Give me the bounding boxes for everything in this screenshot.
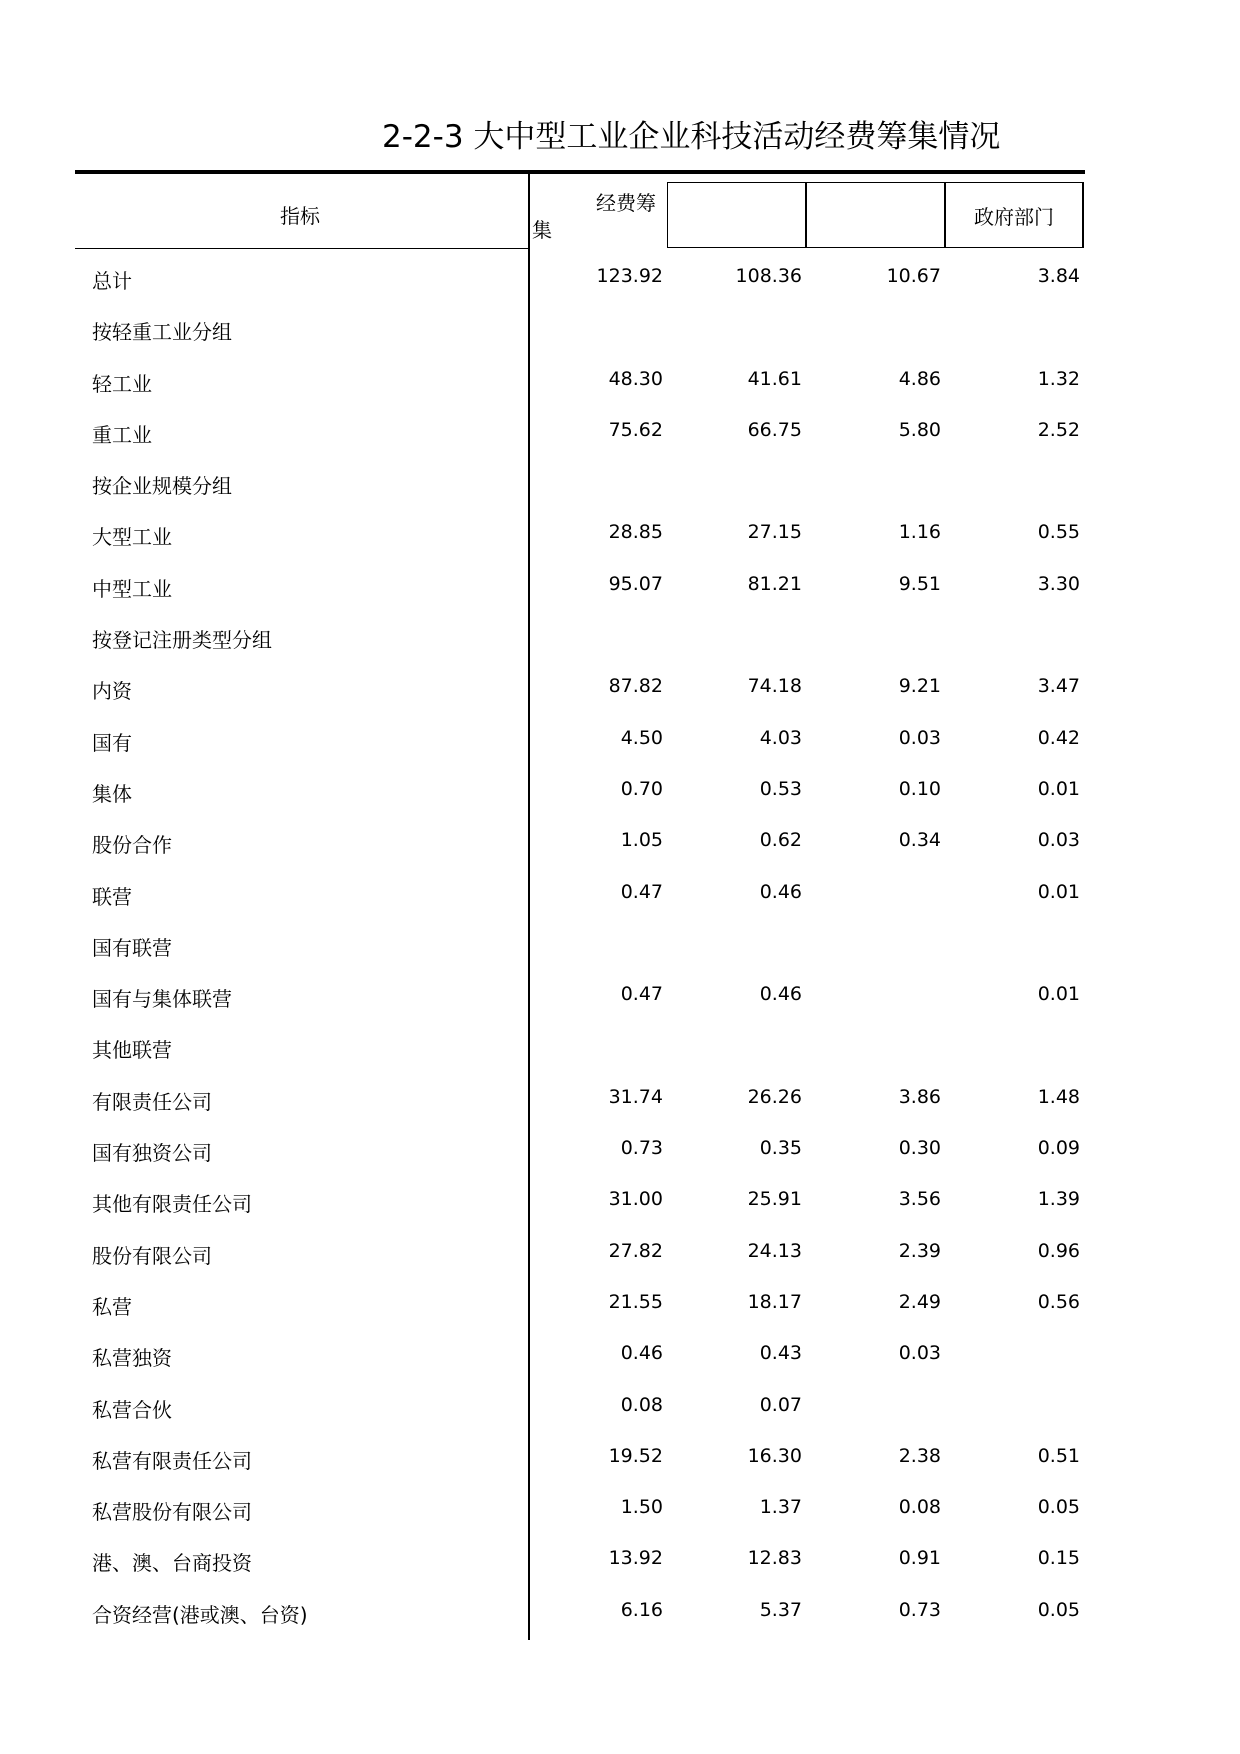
row-label: 私营独资 xyxy=(92,1346,172,1371)
row-label: 其他有限责任公司 xyxy=(92,1192,252,1217)
row-label: 私营有限责任公司 xyxy=(92,1448,252,1473)
row-label: 总计 xyxy=(92,269,132,293)
row-value-col4: 0.01 xyxy=(1037,777,1080,800)
table-row xyxy=(0,969,1240,1020)
table-row xyxy=(0,815,1240,866)
row-value-col2: 0.46 xyxy=(759,880,802,903)
table-row xyxy=(0,1431,1240,1482)
header-bottom-rule xyxy=(75,248,529,249)
table-row xyxy=(0,354,1240,405)
row-label: 股份有限公司 xyxy=(92,1243,212,1268)
row-value-col2: 24.13 xyxy=(747,1239,802,1262)
row-value-col1: 27.82 xyxy=(608,1239,663,1262)
row-value-col2: 66.75 xyxy=(747,418,802,441)
row-value-col2: 26.26 xyxy=(747,1085,802,1108)
row-value-col1: 123.92 xyxy=(596,265,663,287)
row-value-col4: 1.48 xyxy=(1037,1085,1080,1108)
row-value-col4: 1.39 xyxy=(1037,1188,1080,1211)
table-row xyxy=(0,1328,1240,1379)
row-label: 国有与集体联营 xyxy=(92,987,232,1012)
row-value-col2: 0.53 xyxy=(759,777,802,800)
row-label: 合资经营(港或澳、台资) xyxy=(92,1602,308,1627)
row-value-col4: 2.52 xyxy=(1037,418,1080,441)
row-value-col3: 5.80 xyxy=(898,418,941,441)
header-funds-line1: 经费筹 xyxy=(596,191,656,215)
row-value-col4: 0.51 xyxy=(1037,1444,1080,1467)
row-label: 有限责任公司 xyxy=(92,1089,212,1114)
row-value-col1: 87.82 xyxy=(608,675,663,698)
table-body xyxy=(0,251,1240,1636)
row-label: 私营股份有限公司 xyxy=(92,1500,252,1525)
row-value-col1: 0.47 xyxy=(620,880,663,903)
row-value-col3: 10.67 xyxy=(886,265,941,287)
row-label: 中型工业 xyxy=(92,576,172,601)
row-value-col3: 3.86 xyxy=(898,1085,941,1108)
row-value-col1: 31.00 xyxy=(608,1188,663,1211)
row-value-col2: 0.07 xyxy=(759,1393,802,1416)
row-value-col2: 0.46 xyxy=(759,983,802,1006)
row-value-col1: 1.50 xyxy=(620,1496,663,1519)
header-indicator: 指标 xyxy=(280,204,320,228)
row-value-col2: 41.61 xyxy=(747,367,802,390)
row-value-col4: 3.30 xyxy=(1037,572,1080,595)
row-value-col1: 0.08 xyxy=(620,1393,663,1416)
row-label: 国有 xyxy=(92,730,132,755)
row-value-col1: 6.16 xyxy=(620,1598,663,1621)
row-value-col3: 2.38 xyxy=(898,1444,941,1467)
row-label: 其他联营 xyxy=(92,1038,172,1063)
row-value-col4: 0.03 xyxy=(1037,829,1080,852)
table-row xyxy=(0,1072,1240,1123)
row-value-col3: 1.16 xyxy=(898,521,941,544)
row-label: 国有联营 xyxy=(92,935,172,960)
row-value-col4: 1.32 xyxy=(1037,367,1080,390)
row-value-col4: 0.42 xyxy=(1037,726,1080,749)
table-row xyxy=(0,456,1240,507)
row-label: 重工业 xyxy=(92,422,152,447)
table-row xyxy=(0,1226,1240,1277)
table-row xyxy=(0,610,1240,661)
row-value-col4: 3.47 xyxy=(1037,675,1080,698)
row-value-col3: 9.21 xyxy=(898,675,941,698)
table-row xyxy=(0,713,1240,764)
row-value-col2: 5.37 xyxy=(759,1598,802,1621)
table-row xyxy=(0,918,1240,969)
row-value-col3: 0.03 xyxy=(898,1342,941,1365)
row-label: 私营合伙 xyxy=(92,1397,172,1422)
row-value-col2: 1.37 xyxy=(759,1496,802,1519)
row-value-col4: 0.01 xyxy=(1037,983,1080,1006)
row-value-col3: 2.39 xyxy=(898,1239,941,1262)
row-value-col1: 21.55 xyxy=(608,1290,663,1313)
header-funds-line2: 集 xyxy=(532,218,552,242)
table-row xyxy=(0,405,1240,456)
row-value-col3: 0.91 xyxy=(898,1547,941,1570)
row-label: 私营 xyxy=(92,1294,132,1319)
row-value-col2: 12.83 xyxy=(747,1547,802,1570)
table-row xyxy=(0,1482,1240,1533)
row-label: 按登记注册类型分组 xyxy=(92,628,272,653)
table-row xyxy=(0,867,1240,918)
row-value-col1: 1.05 xyxy=(620,829,663,852)
row-value-col2: 4.03 xyxy=(759,726,802,749)
row-value-col3: 0.34 xyxy=(898,829,941,852)
row-value-col2: 0.62 xyxy=(759,829,802,852)
row-value-col2: 16.30 xyxy=(747,1444,802,1467)
row-label: 大型工业 xyxy=(92,525,172,550)
table-row xyxy=(0,507,1240,558)
row-value-col3: 0.30 xyxy=(898,1137,941,1160)
row-value-col2: 27.15 xyxy=(747,521,802,544)
row-value-col4: 0.09 xyxy=(1037,1137,1080,1160)
row-value-col1: 0.73 xyxy=(620,1137,663,1160)
row-label: 国有独资公司 xyxy=(92,1141,212,1166)
table-top-rule xyxy=(75,170,1085,174)
row-value-col3: 0.10 xyxy=(898,777,941,800)
row-value-col2: 0.35 xyxy=(759,1137,802,1160)
row-value-col1: 75.62 xyxy=(608,418,663,441)
row-label: 联营 xyxy=(92,884,132,909)
row-value-col4: 0.05 xyxy=(1037,1496,1080,1519)
header-cell-col3 xyxy=(806,182,945,248)
row-value-col3: 2.49 xyxy=(898,1290,941,1313)
row-value-col2: 18.17 xyxy=(747,1290,802,1313)
row-label: 按企业规模分组 xyxy=(92,474,232,499)
row-label: 按轻重工业分组 xyxy=(92,320,232,345)
header-cell-government: 政府部门 xyxy=(945,182,1084,248)
header-cell-col2 xyxy=(667,182,806,248)
row-label: 港、澳、台商投资 xyxy=(92,1551,252,1576)
row-value-col3: 0.08 xyxy=(898,1496,941,1519)
row-value-col3: 0.03 xyxy=(898,726,941,749)
row-value-col3: 9.51 xyxy=(898,572,941,595)
table-row xyxy=(0,251,1240,302)
table-row xyxy=(0,1533,1240,1584)
row-value-col1: 13.92 xyxy=(608,1547,663,1570)
row-label: 股份合作 xyxy=(92,833,172,858)
row-value-col1: 31.74 xyxy=(608,1085,663,1108)
row-value-col4: 0.15 xyxy=(1037,1547,1080,1570)
row-value-col2: 25.91 xyxy=(747,1188,802,1211)
row-value-col2: 74.18 xyxy=(747,675,802,698)
row-value-col1: 4.50 xyxy=(620,726,663,749)
row-value-col1: 0.70 xyxy=(620,777,663,800)
table-row xyxy=(0,1174,1240,1225)
row-value-col2: 81.21 xyxy=(747,572,802,595)
row-value-col1: 28.85 xyxy=(608,521,663,544)
row-value-col1: 0.46 xyxy=(620,1342,663,1365)
table-row xyxy=(0,1277,1240,1328)
table-row xyxy=(0,1380,1240,1431)
table-row xyxy=(0,559,1240,610)
row-label: 轻工业 xyxy=(92,371,152,396)
row-value-col4: 0.96 xyxy=(1037,1239,1080,1262)
row-value-col4: 0.56 xyxy=(1037,1290,1080,1313)
page-title: 2-2-3 大中型工业企业科技活动经费筹集情况 xyxy=(382,119,1001,155)
row-value-col1: 95.07 xyxy=(608,572,663,595)
row-label: 集体 xyxy=(92,781,132,806)
table-row xyxy=(0,1585,1240,1636)
row-value-col3: 4.86 xyxy=(898,367,941,390)
row-value-col3: 0.73 xyxy=(898,1598,941,1621)
row-label: 内资 xyxy=(92,679,132,704)
table-row xyxy=(0,1020,1240,1071)
row-value-col4: 0.55 xyxy=(1037,521,1080,544)
row-value-col1: 0.47 xyxy=(620,983,663,1006)
table-row xyxy=(0,661,1240,712)
row-value-col2: 108.36 xyxy=(735,265,802,287)
row-value-col4: 0.05 xyxy=(1037,1598,1080,1621)
table-row xyxy=(0,764,1240,815)
table-row xyxy=(0,1123,1240,1174)
row-value-col4: 0.01 xyxy=(1037,880,1080,903)
table-row xyxy=(0,302,1240,353)
row-value-col3: 3.56 xyxy=(898,1188,941,1211)
row-value-col1: 48.30 xyxy=(608,367,663,390)
row-value-col1: 19.52 xyxy=(608,1444,663,1467)
row-value-col2: 0.43 xyxy=(759,1342,802,1365)
row-value-col4: 3.84 xyxy=(1037,265,1080,287)
